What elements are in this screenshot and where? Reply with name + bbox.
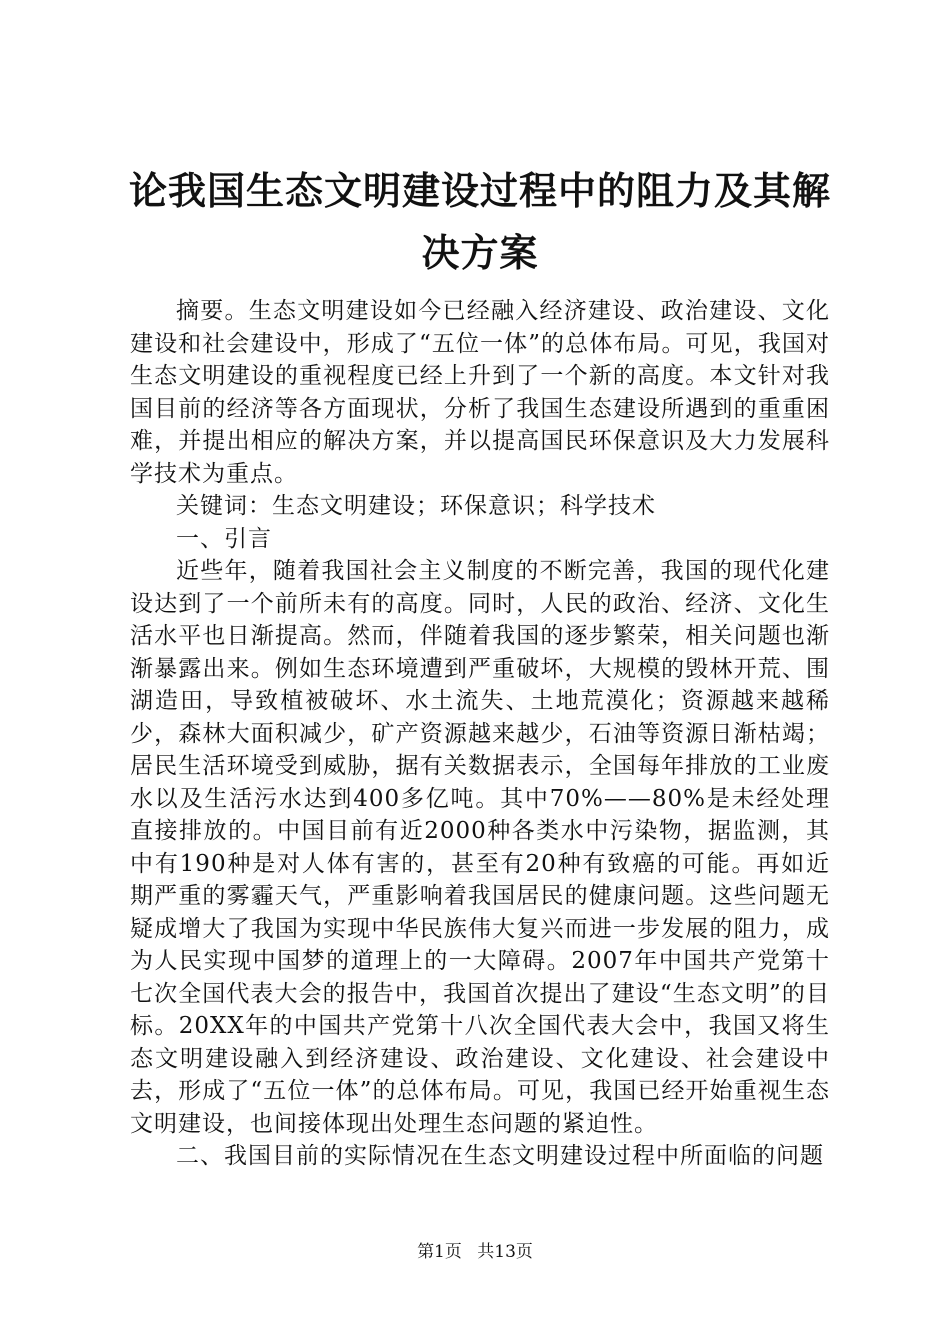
introduction-paragraph: 近些年，随着我国社会主义制度的不断完善，我国的现代化建设达到了一个前所未有的高度。同时，人民的政治、经济、文化生活水平也日渐提高。然而，伴随着我国的逐步繁荣，相关问题也渐渐暴露出来。例如生态环境遭到严重破坏，大规模的毁林开荒、围湖造田，导致植被破坏、水土流失、土地荒漠化；资源越来越稀少，森林大面积减少，矿产资源越来越少，石油等资源日渐枯竭；居民生活环境受到威胁，据有关数据表示，全国每年排放的工业废水以及生活污水达到400多亿吨。其中70%——80%是未经处理直接排放的。中国目前有近2000种各类水中污染物，据监测，其中有190种是对人体有害的，甚至有20种有致癌的可能。再如近期严重的雾霾天气，严重影响着我国居民的健康问题。这些问题无疑成增大了我国为实现中华民族伟大复兴而进一步发展的阻力，成为人民实现中国梦的道理上的一大障碍。2007年中国共产党第十七次全国代表大会的报告中，我国首次提出了建设“生态文明”的目标。20XX年的中国共产党第十八次全国代表大会中，我国又将生态文明建设融入到经济建设、政治建设、文化建设、社会建设中去，形成了“五位一体”的总体布局。可见，我国已经开始重视生态文明建设，也间接体现出处理生态问题的紧迫性。 bbox=[130, 558, 830, 1137]
page-footer bbox=[0, 1240, 950, 1264]
abstract-paragraph: 摘要。生态文明建设如今已经融入经济建设、政治建设、文化建设和社会建设中，形成了“五位一体”的总体布局。可见，我国对生态文明建设的重视程度已经上升到了一个新的高度。本文针对我国目前的经济等各方面现状，分析了我国生态建设所遇到的重重困难，并提出相应的解决方案，并以提高国民环保意识及大力发展科学技术为重点。 bbox=[130, 298, 830, 487]
section-heading-problems: 二、我国目前的实际情况在生态文明建设过程中所面临的问题 bbox=[176, 1143, 824, 1169]
document-title: 论我国生态文明建设过程中的阻力及其解决方案 bbox=[128, 168, 831, 275]
keywords-paragraph: 关键词：生态文明建设；环保意识；科学技术 bbox=[176, 493, 656, 519]
document-body bbox=[130, 295, 830, 1173]
section-heading-introduction: 一、引言 bbox=[176, 525, 272, 552]
page-number-total: 共13页 bbox=[477, 1242, 533, 1262]
page-number-current: 第1页 bbox=[417, 1242, 462, 1262]
